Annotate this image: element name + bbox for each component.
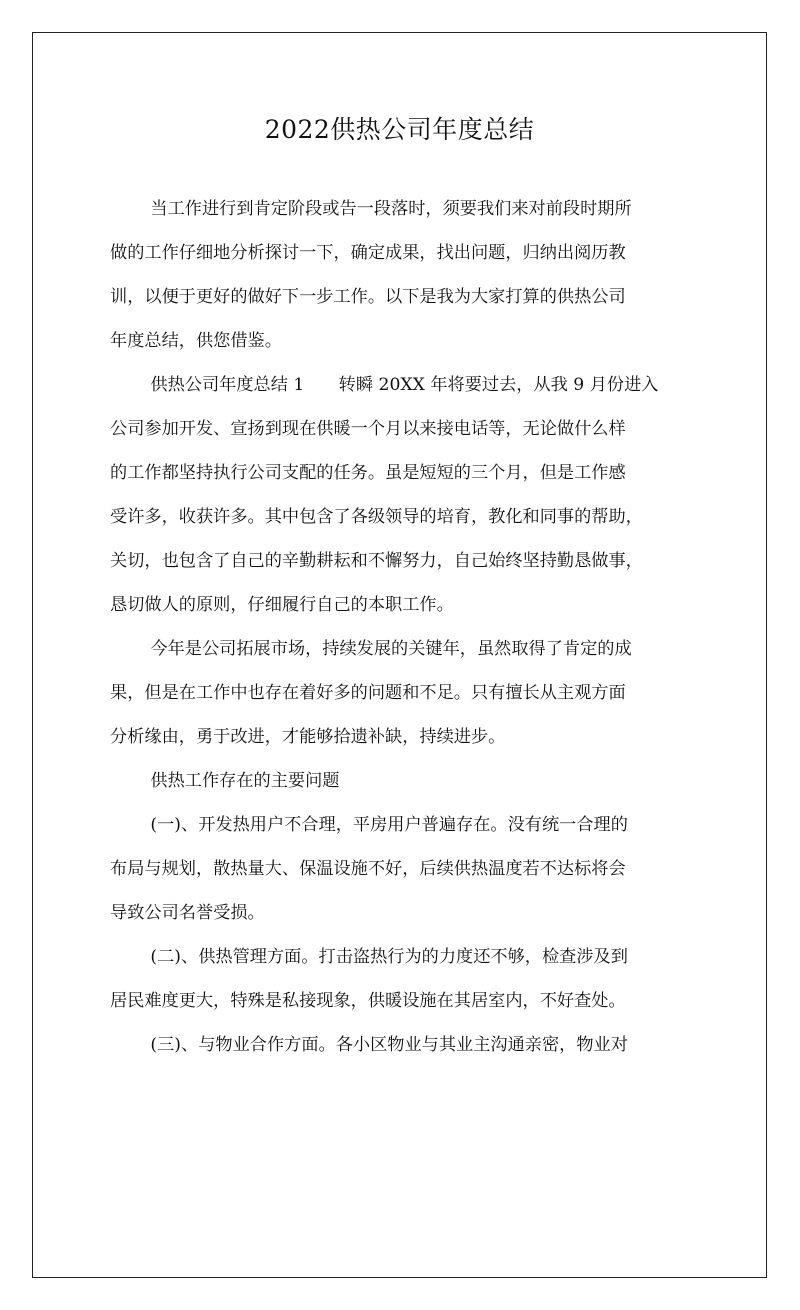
document-body xyxy=(110,187,700,1067)
text-line: 分析缘由，勇于改进，才能够拾遗补缺，持续进步。 xyxy=(110,727,506,747)
paragraph-key-year xyxy=(110,627,700,759)
text-line: 做的工作仔细地分析探讨一下，确定成果，找出问题，归纳出阅历教 xyxy=(110,243,626,263)
paragraph-problem-2 xyxy=(110,935,700,1023)
paragraph-summary-1 xyxy=(110,363,700,627)
text-line: 导致公司名誉受损。 xyxy=(110,903,265,923)
text-line: 恳切做人的原则，仔细履行自己的本职工作。 xyxy=(110,595,454,615)
paragraph-problem-3 xyxy=(110,1023,700,1067)
text-line: (三)、与物业合作方面。各小区物业与其业主沟通亲密，物业对 xyxy=(150,1035,628,1055)
text-line: (一)、开发热用户不合理，平房用户普遍存在。没有统一合理的 xyxy=(150,815,628,835)
text-line: 受许多，收获许多。其中包含了各级领导的培育，教化和同事的帮助， xyxy=(110,507,643,527)
text-line: 供热工作存在的主要问题 xyxy=(150,771,340,791)
text-line: 训，以便于更好的做好下一步工作。以下是我为大家打算的供热公司 xyxy=(110,287,626,307)
text-line: 关切，也包含了自己的辛勤耕耘和不懈努力，自己始终坚持勤恳做事， xyxy=(110,551,643,571)
text-line: 公司参加开发、宣扬到现在供暖一个月以来接电话等，无论做什么样 xyxy=(110,419,626,439)
text-line: 果，但是在工作中也存在着好多的问题和不足。只有擅长从主观方面 xyxy=(110,683,626,703)
section-heading-problems xyxy=(110,759,700,803)
text-line: 布局与规划，散热量大、保温设施不好，后续供热温度若不达标将会 xyxy=(110,859,626,879)
text-line: 当工作进行到肯定阶段或告一段落时，须要我们来对前段时期所 xyxy=(150,199,632,219)
text-line: (二)、供热管理方面。打击盗热行为的力度还不够，检查涉及到 xyxy=(150,947,628,967)
text-line: 的工作都坚持执行公司支配的任务。虽是短短的三个月，但是工作感 xyxy=(110,463,626,483)
text-line: 年度总结，供您借鉴。 xyxy=(110,331,282,351)
paragraph-intro xyxy=(110,187,700,363)
text-line: 今年是公司拓展市场，持续发展的关键年，虽然取得了肯定的成 xyxy=(150,639,632,659)
paragraph-problem-1 xyxy=(110,803,700,935)
text-line: 居民难度更大，特殊是私接现象，供暖设施在其居室内，不好查处。 xyxy=(110,991,626,1011)
document-title: 2022供热公司年度总结 xyxy=(264,115,535,144)
text-line: 供热公司年度总结 1 转瞬 20XX 年将要过去，从我 9 月份进入 xyxy=(150,375,659,395)
